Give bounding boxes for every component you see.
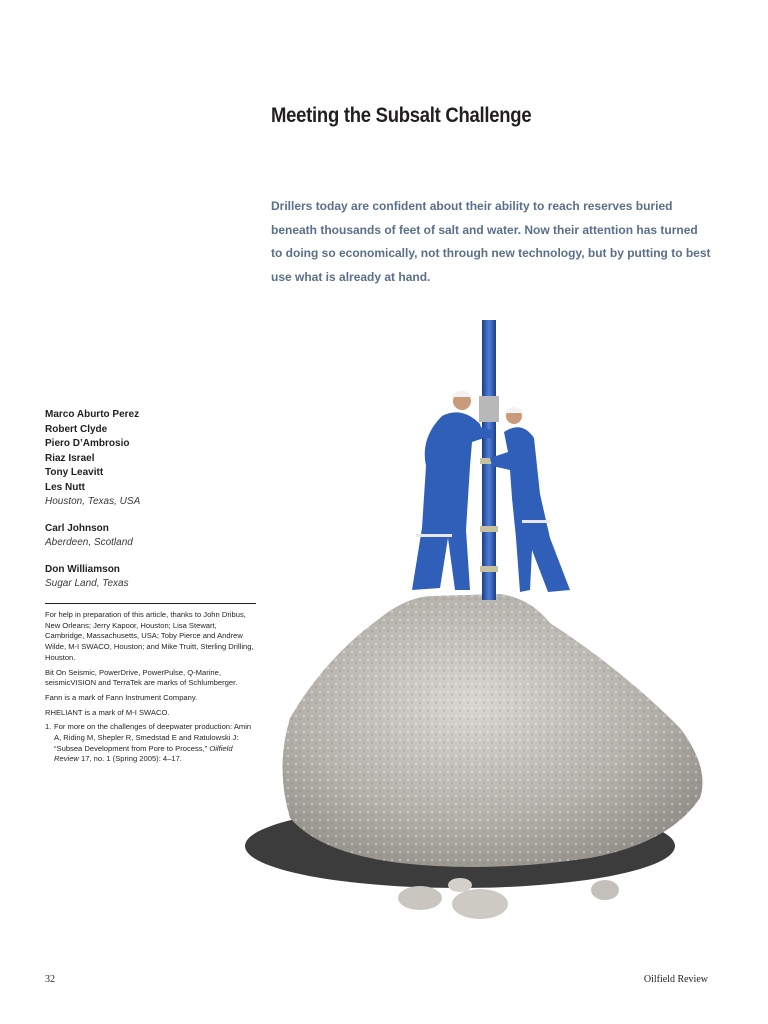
page-number: 32 (45, 974, 55, 985)
author-location: Aberdeen, Scotland (45, 537, 133, 548)
salt-rock-drilling-photo (230, 298, 722, 994)
trademark-note: RHELIANT is a mark of M-I SWACO. (45, 707, 170, 717)
salt-fragment (452, 889, 508, 919)
author-name: Robert Clyde (45, 423, 108, 435)
salt-fragment (448, 878, 472, 892)
author-group-houston (45, 408, 255, 510)
notes-divider (45, 603, 256, 604)
trademark-note: Bit On Seismic, PowerDrive, PowerPulse, Q-Marine, seismicVISION and TerraTek are marks of Schlumberger. (45, 667, 238, 688)
author-group-sugar-land (45, 563, 255, 592)
footnote-journal: Oilfield Review (54, 743, 233, 764)
salt-fragment (398, 886, 442, 910)
author-name: Don Williamson (45, 563, 120, 575)
publication-name: Oilfield Review (643, 974, 708, 985)
author-location: Sugar Land, Texas (45, 578, 129, 589)
footnote-text-before: For more on the challenges of deepwater production: Amin A, Riding M, Shepler R, Smedstad E and Ratulowski J: “Subsea Development from Pore to Process,” (54, 722, 252, 753)
author-name: Marco Aburto Perez (45, 409, 140, 420)
trademark-note: Fann is a mark of Fann Instrument Company. (45, 692, 198, 702)
salt-fragment (591, 880, 619, 900)
author-location: Houston, Texas, USA (45, 496, 141, 507)
article-title: Meeting the Subsalt Challenge (271, 104, 532, 127)
footnote-number: 1. (45, 722, 52, 732)
author-name: Riaz Israel (45, 452, 95, 464)
footnote-text (54, 722, 257, 765)
sidebar-notes (45, 610, 257, 765)
worker-right (490, 407, 570, 592)
author-list (45, 408, 255, 604)
author-name: Tony Leavitt (45, 467, 104, 478)
author-name: Piero D’Ambrosio (45, 438, 130, 449)
footnote-1 (45, 722, 257, 765)
footnote-text-after: 17, no. 1 (Spring 2005): 4–17. (78, 754, 182, 764)
author-name: Carl Johnson (45, 522, 109, 534)
author-name: Les Nutt (45, 481, 85, 493)
author-group-aberdeen (45, 522, 255, 551)
acknowledgment-note: For help in preparation of this article, thanks to John Dribus, New Orleans; Jerry Kapoor, Houston; Lisa Stewart, Cambridge, Massachusetts, USA; Toby Pierce and Andrew Wilde, M-I SWACO, Houston; and Mike Truitt, Sterling Drilling, Houston. (45, 610, 254, 662)
article-lede: Drillers today are confident about their ability to reach reserves buried beneath thousands of feet of salt and water. Now their attention has turned to doing so economically, not through new technology, but by putting to best use what is already at hand. (271, 199, 711, 284)
pipe-collar (479, 396, 499, 422)
